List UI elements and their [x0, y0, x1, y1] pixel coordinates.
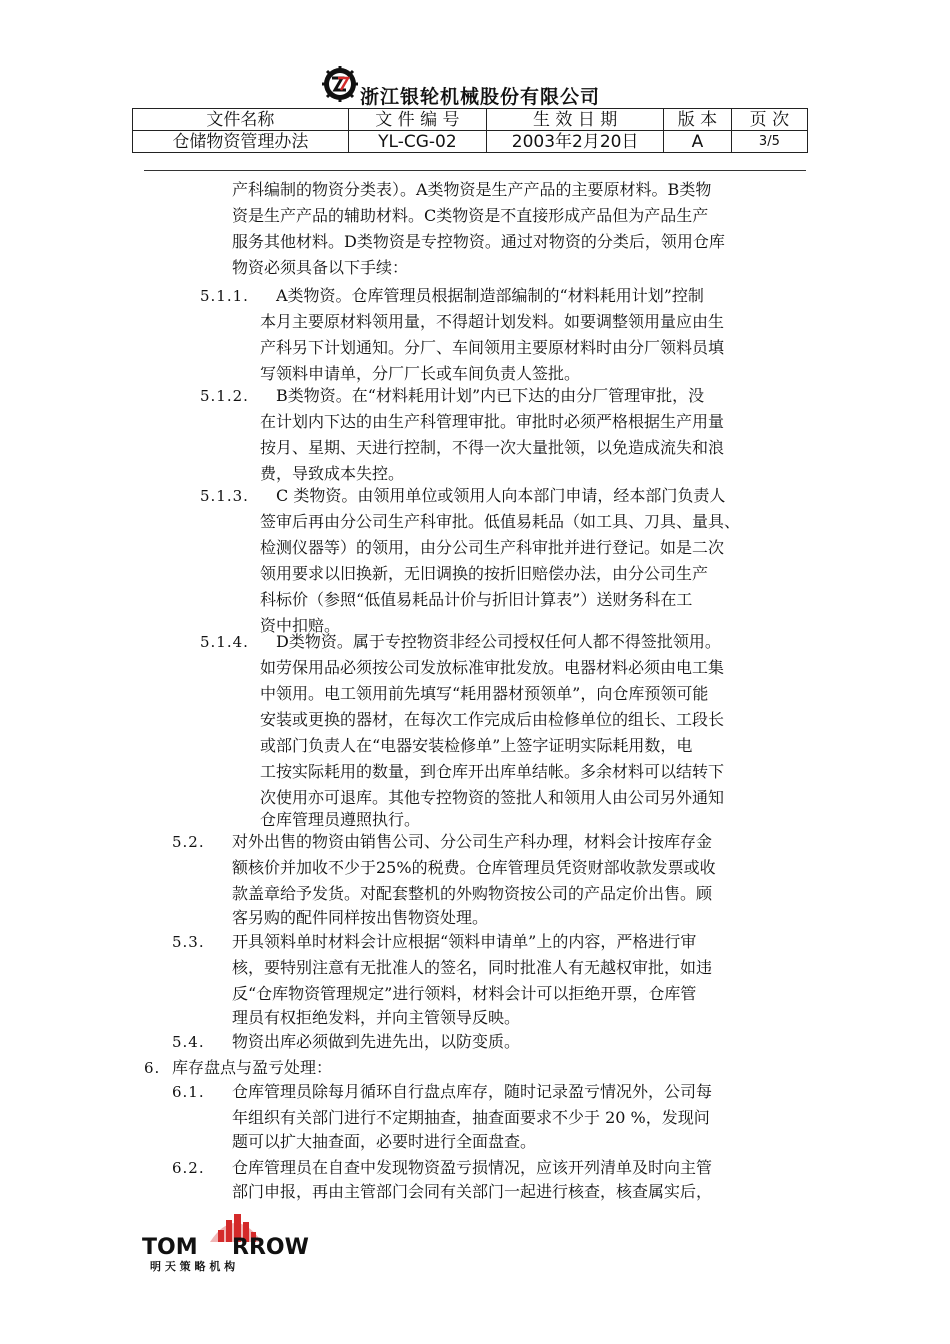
section-line: 写领料申请单，分厂厂长或车间负责人签批。 [260, 364, 581, 383]
section-line: 产科另下计划通知。分厂、车间领用主要原材料时由分厂领料员填 [260, 338, 725, 357]
chapter-title: 库存盘点与盈亏处理： [172, 1058, 333, 1077]
section-line: 中领用。电工领用前先填写“耗用器材预领单”，向仓库预领可能 [260, 684, 709, 703]
section-line: 工按实际耗用的数量，到仓库开出库单结帐。多余材料可以结转下 [260, 762, 725, 781]
section-line: D类物资。属于专控物资非经公司授权任何人都不得签批领用。 [276, 632, 721, 651]
label-version: 版 本 [664, 109, 732, 131]
value-file-name: 仓储物资管理办法 [133, 131, 349, 153]
label-file-code: 文 件 编 号 [348, 109, 486, 131]
tomorrow-logo-icon [140, 1210, 310, 1274]
section-line: 反“仓库物资管理规定”进行领料，材料会计可以拒绝开票，仓库管 [232, 984, 697, 1003]
label-page: 页 次 [731, 109, 807, 131]
brand-sub-text: 明 天 策 略 机 构 [150, 1260, 236, 1273]
section-line: 安装或更换的器材，在每次工作完成后由检修单位的组长、工段长 [260, 710, 725, 729]
section-line: 部门申报，再由主管部门会同有关部门一起进行核查，核查属实后， [232, 1182, 713, 1201]
section-line: 开具领料单时材料会计应根据“领料申请单”上的内容，严格进行审 [232, 932, 697, 951]
section-line: 额核价并加收不少于25%的税费。仓库管理员凭资财部收款发票或收 [232, 858, 716, 877]
intro-line: 服务其他材料。D类物资是专控物资。通过对物资的分类后，领用仓库 [232, 232, 725, 251]
section-number: 6.2. [172, 1159, 205, 1177]
section-line: 仓库管理员在自查中发现物资盈亏损情况，应该开列清单及时向主管 [232, 1158, 713, 1177]
section-line: 或部门负责人在“电器安装检修单”上签字证明实际耗用数，电 [260, 736, 693, 755]
section-number: 6.1. [172, 1083, 205, 1101]
section-number: 5.1.3. [200, 487, 249, 505]
section-line: 客另购的配件同样按出售物资处理。 [232, 908, 489, 927]
section-line: 年组织有关部门进行不定期抽查，抽查面要求不少于 20 %，发现问 [232, 1108, 710, 1127]
value-page: 3/5 [731, 131, 807, 153]
section-line: 科标价（参照“低值易耗品计价与折旧计算表”）送财务科在工 [260, 590, 693, 609]
section-number: 5.2. [172, 833, 205, 851]
intro-line: 物资必须具备以下手续： [232, 258, 409, 277]
section-line: 物资出库必须做到先进先出，以防变质。 [232, 1032, 521, 1051]
section-line: 题可以扩大抽查面，必要时进行全面盘查。 [232, 1132, 537, 1151]
value-effective-date: 2003年2月20日 [487, 131, 664, 153]
section-line: 仓库管理员除每月循环自行盘点库存，随时记录盈亏情况外，公司每 [232, 1082, 713, 1101]
section-line: 理员有权拒绝发料，并向主管领导反映。 [232, 1008, 521, 1027]
section-number: 5.3. [172, 933, 205, 951]
section-line: A类物资。仓库管理员根据制造部编制的“材料耗用计划”控制 [276, 286, 704, 305]
section-number: 5.1.4. [200, 633, 249, 651]
section-line: 领用要求以旧换新，无旧调换的按折旧赔偿办法，由分公司生产 [260, 564, 709, 583]
label-effective-date: 生 效 日 期 [487, 109, 664, 131]
value-version: A [664, 131, 732, 153]
section-number: 5.1.1. [200, 287, 249, 305]
brand-right-text: RROW [232, 1235, 309, 1260]
value-file-code: YL-CG-02 [348, 131, 486, 153]
label-file-name: 文件名称 [133, 109, 349, 131]
section-line: 费，导致成本失控。 [260, 464, 405, 483]
section-line: C 类物资。由领用单位或领用人向本部门申请，经本部门负责人 [276, 486, 726, 505]
company-name: 浙江银轮机械股份有限公司 [360, 86, 601, 108]
section-line: 仓库管理员遵照执行。 [260, 810, 421, 829]
brand-left-text: TOM [142, 1235, 198, 1260]
chapter-number: 6. [144, 1059, 161, 1077]
intro-line: 产科编制的物资分类表）。A类物资是生产产品的主要原材料。B类物 [232, 180, 712, 199]
section-line: 款盖章给予发货。对配套整机的外购物资按公司的产品定价出售。顾 [232, 884, 713, 903]
section-line: 资中扣赔。 [260, 616, 341, 635]
section-number: 5.1.2. [200, 387, 249, 405]
document-info-table [132, 108, 808, 153]
section-line: 按月、星期、天进行控制，不得一次大量批领，以免造成流失和浪 [260, 438, 725, 457]
section-line: 本月主要原材料领用量，不得超计划发料。如要调整领用量应由生 [260, 312, 725, 331]
section-line: 在计划内下达的由生产科管理审批。审批时必须严格根据生产用量 [260, 412, 725, 431]
company-logo-icon [322, 66, 358, 102]
section-line: 签审后再由分公司生产科审批。低值易耗品（如工具、刀具、量具、 [260, 512, 741, 531]
section-line: 次使用亦可退库。其他专控物资的签批人和领用人由公司另外通知 [260, 788, 725, 807]
intro-line: 资是生产产品的辅助材料。C类物资是不直接形成产品但为产品生产 [232, 206, 709, 225]
header-bottom-rule [144, 170, 806, 171]
section-line: B类物资。在“材料耗用计划”内已下达的由分厂管理审批，没 [276, 386, 705, 405]
section-line: 核，要特别注意有无批准人的签名，同时批准人有无越权审批，如违 [232, 958, 713, 977]
section-line: 对外出售的物资由销售公司、分公司生产科办理，材料会计按库存金 [232, 832, 713, 851]
section-number: 5.4. [172, 1033, 205, 1051]
info-label-row [133, 109, 808, 131]
section-line: 检测仪器等）的领用，由分公司生产科审批并进行登记。如是二次 [260, 538, 725, 557]
section-line: 如劳保用品必须按公司发放标准审批发放。电器材料必须由电工集 [260, 658, 725, 677]
info-value-row [133, 131, 808, 153]
